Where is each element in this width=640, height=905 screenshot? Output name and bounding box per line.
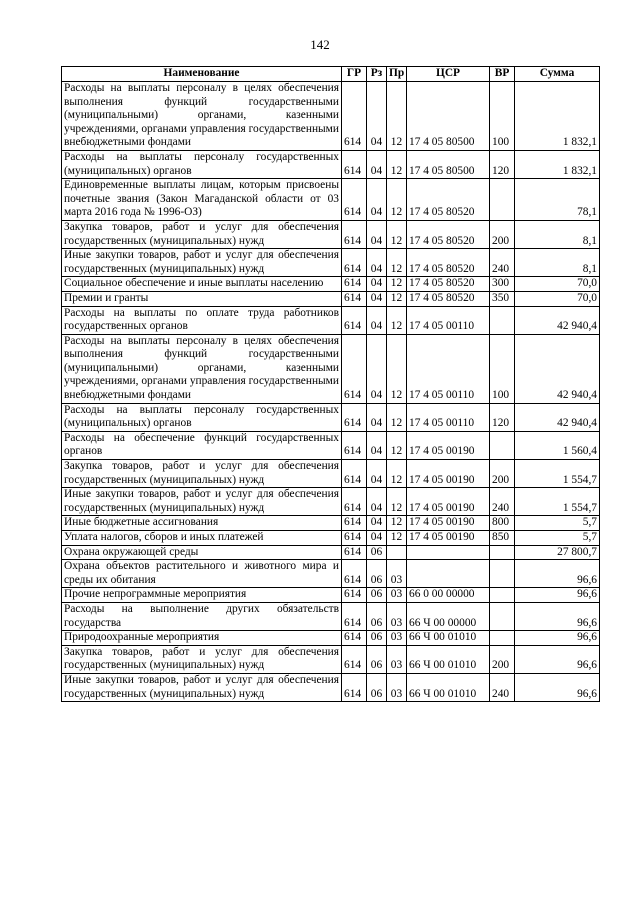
cell-rz: 04 xyxy=(367,150,387,178)
cell-sum: 70,0 xyxy=(515,291,600,306)
cell-rz: 04 xyxy=(367,220,387,248)
cell-gr: 614 xyxy=(342,220,367,248)
cell-sum: 96,6 xyxy=(515,673,600,701)
table-row xyxy=(62,150,600,178)
cell-rz: 06 xyxy=(367,645,387,673)
table-row xyxy=(62,645,600,673)
cell-csr: 66 0 00 00000 xyxy=(407,588,490,603)
cell-pr: 12 xyxy=(387,277,407,292)
cell-csr: 66 Ч 00 01010 xyxy=(407,645,490,673)
cell-csr: 17 4 05 80520 xyxy=(407,291,490,306)
table-row xyxy=(62,631,600,646)
header-sum: Сумма xyxy=(515,67,600,82)
cell-csr: 17 4 05 80520 xyxy=(407,277,490,292)
cell-vr: 200 xyxy=(490,645,515,673)
cell-name: Прочие непрограммные мероприятия xyxy=(62,588,342,603)
cell-name: Расходы на обеспечение функций государственных органов xyxy=(62,431,342,459)
cell-name: Социальное обеспечение и иные выплаты населению xyxy=(62,277,342,292)
cell-csr: 66 Ч 00 01010 xyxy=(407,631,490,646)
cell-rz: 04 xyxy=(367,306,387,334)
cell-rz: 04 xyxy=(367,403,387,431)
cell-csr: 17 4 05 00190 xyxy=(407,516,490,531)
cell-gr: 614 xyxy=(342,516,367,531)
cell-sum: 1 560,4 xyxy=(515,431,600,459)
cell-vr xyxy=(490,306,515,334)
header-csr: ЦСР xyxy=(407,67,490,82)
cell-pr xyxy=(387,545,407,560)
cell-pr: 12 xyxy=(387,179,407,221)
cell-gr: 614 xyxy=(342,431,367,459)
cell-rz: 04 xyxy=(367,531,387,546)
cell-name: Единовременные выплаты лицам, которым присвоены почетные звания (Закон Магаданской области от 03 марта 2016 года № 1996-ОЗ) xyxy=(62,179,342,221)
cell-pr: 03 xyxy=(387,673,407,701)
table-row xyxy=(62,516,600,531)
cell-pr: 12 xyxy=(387,488,407,516)
cell-name: Иные закупки товаров, работ и услуг для обеспечения государственных (муниципальных) нужд xyxy=(62,488,342,516)
cell-vr: 850 xyxy=(490,531,515,546)
cell-vr: 200 xyxy=(490,220,515,248)
cell-name: Иные закупки товаров, работ и услуг для обеспечения государственных (муниципальных) нужд xyxy=(62,673,342,701)
cell-pr: 12 xyxy=(387,306,407,334)
cell-pr: 12 xyxy=(387,531,407,546)
table-row xyxy=(62,220,600,248)
cell-name: Расходы на выплаты персоналу государственных (муниципальных) органов xyxy=(62,150,342,178)
cell-vr xyxy=(490,179,515,221)
table-row xyxy=(62,460,600,488)
cell-csr: 66 Ч 00 00000 xyxy=(407,602,490,630)
cell-gr: 614 xyxy=(342,291,367,306)
cell-vr xyxy=(490,431,515,459)
cell-csr: 17 4 05 80520 xyxy=(407,220,490,248)
cell-gr: 614 xyxy=(342,179,367,221)
cell-pr: 12 xyxy=(387,82,407,151)
cell-sum: 96,6 xyxy=(515,645,600,673)
cell-csr: 17 4 05 80500 xyxy=(407,82,490,151)
cell-pr: 12 xyxy=(387,150,407,178)
table-row xyxy=(62,545,600,560)
cell-pr: 03 xyxy=(387,560,407,588)
cell-name: Охрана объектов растительного и животного мира и среды их обитания xyxy=(62,560,342,588)
cell-gr: 614 xyxy=(342,673,367,701)
cell-gr: 614 xyxy=(342,560,367,588)
table-row xyxy=(62,334,600,403)
cell-csr: 17 4 05 00190 xyxy=(407,431,490,459)
cell-csr xyxy=(407,560,490,588)
cell-rz: 04 xyxy=(367,516,387,531)
table-row xyxy=(62,249,600,277)
cell-vr: 240 xyxy=(490,673,515,701)
table-row xyxy=(62,403,600,431)
header-vr: ВР xyxy=(490,67,515,82)
cell-vr: 100 xyxy=(490,82,515,151)
cell-sum: 5,7 xyxy=(515,516,600,531)
header-rz: Рз xyxy=(367,67,387,82)
cell-rz: 06 xyxy=(367,560,387,588)
cell-vr: 100 xyxy=(490,334,515,403)
table-row xyxy=(62,291,600,306)
cell-pr: 03 xyxy=(387,602,407,630)
cell-vr xyxy=(490,602,515,630)
cell-sum: 42 940,4 xyxy=(515,306,600,334)
table-row xyxy=(62,306,600,334)
cell-gr: 614 xyxy=(342,334,367,403)
cell-sum: 5,7 xyxy=(515,531,600,546)
cell-gr: 614 xyxy=(342,545,367,560)
cell-vr: 800 xyxy=(490,516,515,531)
cell-pr: 12 xyxy=(387,249,407,277)
cell-csr: 17 4 05 00110 xyxy=(407,334,490,403)
cell-gr: 614 xyxy=(342,488,367,516)
cell-vr xyxy=(490,631,515,646)
cell-sum: 27 800,7 xyxy=(515,545,600,560)
cell-pr: 03 xyxy=(387,631,407,646)
cell-sum: 70,0 xyxy=(515,277,600,292)
cell-rz: 06 xyxy=(367,673,387,701)
cell-rz: 04 xyxy=(367,179,387,221)
cell-csr: 17 4 05 80520 xyxy=(407,179,490,221)
cell-csr: 17 4 05 00190 xyxy=(407,488,490,516)
cell-gr: 614 xyxy=(342,645,367,673)
cell-pr: 12 xyxy=(387,334,407,403)
cell-csr: 66 Ч 00 01010 xyxy=(407,673,490,701)
cell-gr: 614 xyxy=(342,531,367,546)
cell-name: Расходы на выплаты персоналу государственных (муниципальных) органов xyxy=(62,403,342,431)
cell-gr: 614 xyxy=(342,82,367,151)
cell-name: Закупка товаров, работ и услуг для обеспечения государственных (муниципальных) нужд xyxy=(62,220,342,248)
cell-sum: 1 832,1 xyxy=(515,150,600,178)
cell-sum: 42 940,4 xyxy=(515,334,600,403)
cell-rz: 04 xyxy=(367,249,387,277)
page-number: 142 xyxy=(310,37,330,52)
cell-vr xyxy=(490,588,515,603)
cell-sum: 8,1 xyxy=(515,220,600,248)
cell-rz: 06 xyxy=(367,631,387,646)
cell-name: Природоохранные мероприятия xyxy=(62,631,342,646)
cell-csr: 17 4 05 00190 xyxy=(407,531,490,546)
cell-vr: 300 xyxy=(490,277,515,292)
cell-name: Расходы на выплаты персоналу в целях обеспечения выполнения функций государственными (муниципальными) органами, казенными учреждениями, органами управления государственными внебюджетными фондами xyxy=(62,334,342,403)
cell-rz: 04 xyxy=(367,291,387,306)
cell-vr: 200 xyxy=(490,460,515,488)
cell-sum: 96,6 xyxy=(515,602,600,630)
cell-sum: 96,6 xyxy=(515,588,600,603)
cell-rz: 06 xyxy=(367,588,387,603)
cell-gr: 614 xyxy=(342,306,367,334)
budget-table xyxy=(61,66,600,702)
cell-vr xyxy=(490,545,515,560)
cell-rz: 04 xyxy=(367,431,387,459)
cell-gr: 614 xyxy=(342,588,367,603)
cell-sum: 1 554,7 xyxy=(515,488,600,516)
cell-gr: 614 xyxy=(342,249,367,277)
table-row xyxy=(62,82,600,151)
cell-pr: 12 xyxy=(387,431,407,459)
cell-csr: 17 4 05 00110 xyxy=(407,403,490,431)
cell-rz: 04 xyxy=(367,488,387,516)
cell-name: Закупка товаров, работ и услуг для обеспечения государственных (муниципальных) нужд xyxy=(62,645,342,673)
table-row xyxy=(62,179,600,221)
table-row xyxy=(62,588,600,603)
cell-sum: 78,1 xyxy=(515,179,600,221)
cell-vr: 120 xyxy=(490,403,515,431)
cell-rz: 04 xyxy=(367,277,387,292)
cell-sum: 1 832,1 xyxy=(515,82,600,151)
table-header-row xyxy=(62,67,600,82)
table-row xyxy=(62,277,600,292)
cell-rz: 04 xyxy=(367,460,387,488)
cell-pr: 03 xyxy=(387,588,407,603)
cell-gr: 614 xyxy=(342,277,367,292)
cell-sum: 1 554,7 xyxy=(515,460,600,488)
cell-name: Расходы на выплаты персоналу в целях обеспечения выполнения функций государственными (муниципальными) органами, казенными учреждениями, органами управления государственными внебюджетными фондами xyxy=(62,82,342,151)
cell-pr: 12 xyxy=(387,403,407,431)
header-gr: ГР xyxy=(342,67,367,82)
cell-pr: 12 xyxy=(387,220,407,248)
cell-csr xyxy=(407,545,490,560)
cell-name: Иные бюджетные ассигнования xyxy=(62,516,342,531)
table-row xyxy=(62,531,600,546)
cell-vr: 120 xyxy=(490,150,515,178)
table-body xyxy=(62,82,600,702)
cell-gr: 614 xyxy=(342,150,367,178)
cell-pr: 12 xyxy=(387,291,407,306)
cell-rz: 04 xyxy=(367,82,387,151)
cell-csr: 17 4 05 00190 xyxy=(407,460,490,488)
table-row xyxy=(62,560,600,588)
cell-rz: 06 xyxy=(367,545,387,560)
header-pr: Пр xyxy=(387,67,407,82)
cell-vr: 240 xyxy=(490,488,515,516)
header-name: Наименование xyxy=(62,67,342,82)
cell-gr: 614 xyxy=(342,631,367,646)
cell-csr: 17 4 05 80500 xyxy=(407,150,490,178)
table-row xyxy=(62,602,600,630)
cell-name: Закупка товаров, работ и услуг для обеспечения государственных (муниципальных) нужд xyxy=(62,460,342,488)
cell-name: Иные закупки товаров, работ и услуг для обеспечения государственных (муниципальных) нужд xyxy=(62,249,342,277)
cell-name: Уплата налогов, сборов и иных платежей xyxy=(62,531,342,546)
cell-pr: 12 xyxy=(387,460,407,488)
cell-sum: 96,6 xyxy=(515,631,600,646)
cell-sum: 8,1 xyxy=(515,249,600,277)
cell-name: Охрана окружающей среды xyxy=(62,545,342,560)
cell-pr: 03 xyxy=(387,645,407,673)
cell-name: Расходы на выплаты по оплате труда работников государственных органов xyxy=(62,306,342,334)
table-row xyxy=(62,673,600,701)
cell-sum: 96,6 xyxy=(515,560,600,588)
cell-pr: 12 xyxy=(387,516,407,531)
cell-sum: 42 940,4 xyxy=(515,403,600,431)
cell-vr: 350 xyxy=(490,291,515,306)
cell-csr: 17 4 05 80520 xyxy=(407,249,490,277)
cell-name: Премии и гранты xyxy=(62,291,342,306)
cell-rz: 06 xyxy=(367,602,387,630)
table-row xyxy=(62,488,600,516)
cell-csr: 17 4 05 00110 xyxy=(407,306,490,334)
cell-vr: 240 xyxy=(490,249,515,277)
cell-vr xyxy=(490,560,515,588)
table-row xyxy=(62,431,600,459)
cell-name: Расходы на выполнение других обязательств государства xyxy=(62,602,342,630)
cell-gr: 614 xyxy=(342,403,367,431)
cell-gr: 614 xyxy=(342,602,367,630)
cell-rz: 04 xyxy=(367,334,387,403)
cell-gr: 614 xyxy=(342,460,367,488)
